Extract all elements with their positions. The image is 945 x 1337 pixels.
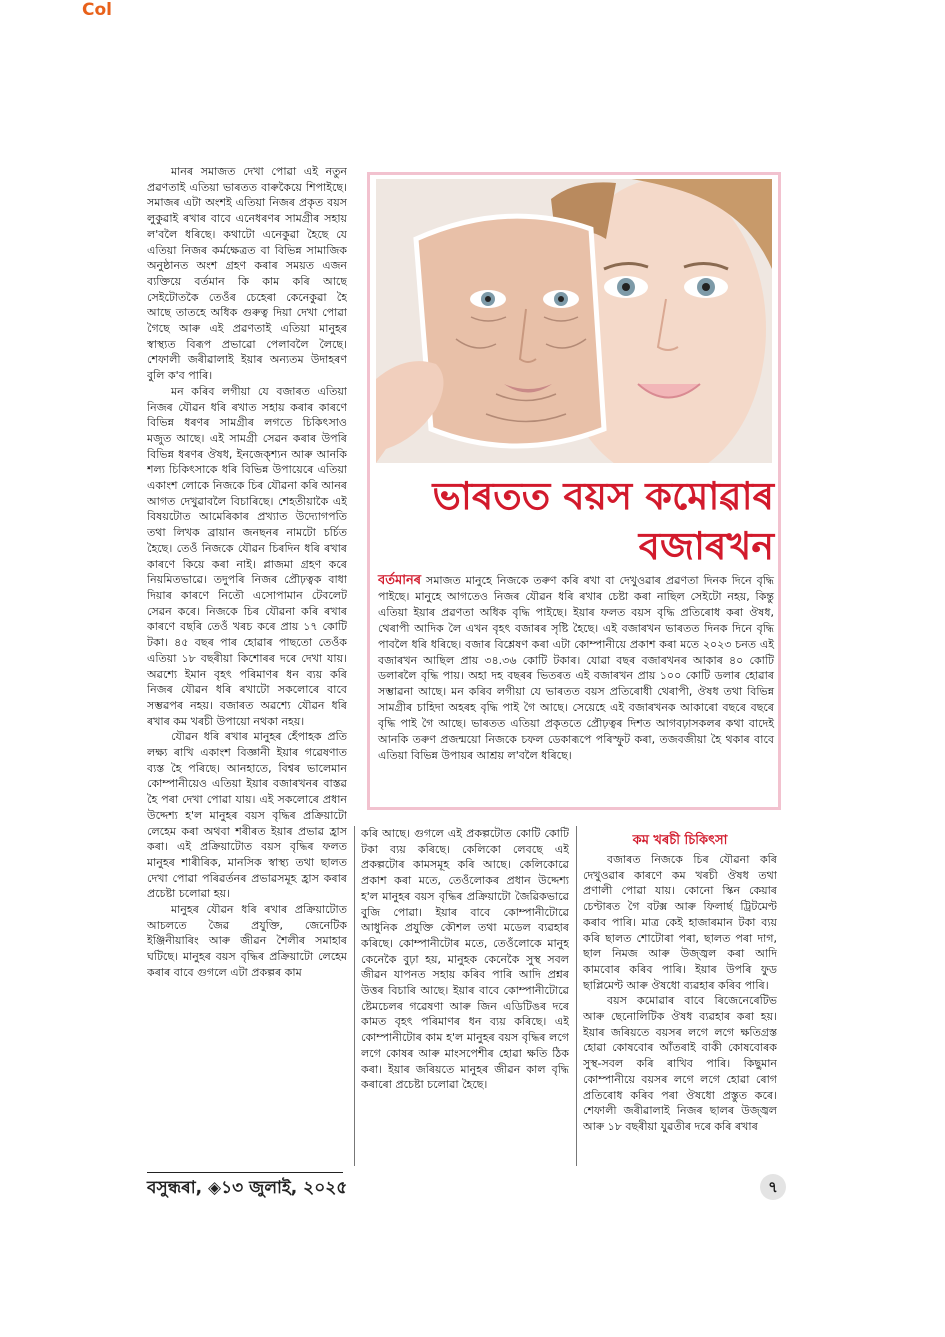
article-paragraph: বয়স কমোৱাৰ বাবে ৰিজেনেৰেটিভ আৰু ছেনোলিটিক ঔষধ ব্যৱহাৰ কৰা হয়। ইয়াৰ জৰিয়তে বয়সৰ লগে লগে ক্ষতিগ্ৰস্ত হোৱা কোষবোৰ আঁতৰাই বাকী কোষবোৰক সুস্থ-সবল কৰি ৰাখিব পাৰি। কিছুমান কোম্পানীয়ে বয়সৰ লগে লগে হোৱা ৰোগ প্ৰতিৰোধ কৰিব পৰা ঔষধো প্ৰস্তুত কৰে। শেফালী জৰীৱালাই নিজৰ ছালৰ উজ্জ্বল আৰু ১৮ বছৰীয়া যুৱতীৰ দৰে কৰি ৰখাৰ	[583, 994, 777, 1133]
article-paragraph: যৌৱন ধৰি ৰখাৰ মানুহৰ হেঁপাহক প্ৰতি লক্ষ্য ৰাখি একাংশ বিজ্ঞানী ইয়াৰ গৱেষণাত ব্যস্ত হৈ পৰিছে। আনহাতে, বিশ্বৰ ভালেমান কোম্পানীয়েও এতিয়া ইয়াৰ বজাৰখনৰ বাস্তৱ হৈ পৰা দেখা পোৱা যায়। এই সকলোৰে প্ৰধান উদ্দেশ্য হ'ল মানুহৰ বয়স বৃদ্ধিৰ প্ৰক্ৰিয়াটো লেহেম কৰা অথবা শৰীৰত ইয়াৰ প্ৰভাৱ হ্ৰাস কৰা। এই প্ৰক্ৰিয়াটোত বয়স বৃদ্ধিৰ ফলত মানুহৰ শাৰীৰিক, মানসিক স্বাস্থ্য তথা ছালত দেখা পোৱা পৰিৱৰ্তনৰ প্ৰভাৱসমূহ হ্ৰাস কৰাৰ প্ৰচেষ্টা চলোৱা হয়।	[147, 730, 347, 901]
article-paragraph: কৰি আছে। গুগলে এই প্ৰকল্পটোত কোটি কোটি টকা ব্যয় কৰিছে। কেলিকো লেবছে এই প্ৰকল্পটোৰ কামসমূহ কৰি আছে। কেলিকোৱে প্ৰকাশ কৰা মতে, তেওঁলোকৰ প্ৰধান উদ্দেশ্য হ'ল মানুহৰ বয়স বৃদ্ধিৰ প্ৰক্ৰিয়াটো জৈৱিকভাৱে বুজি পোৱা। ইয়াৰ বাবে কোম্পানীটোৱে আধুনিক প্ৰযুক্তি কৌশল তথা মডেল ব্যৱহাৰ কৰিছে। কোম্পানীটোৰ মতে, তেওঁলোকে মানুহ কেনেকৈ বুঢ়া হয়, মানুহক কেনেকৈ সুস্থ সবল জীৱন যাপনত সহায় কৰিব পাৰি আদি প্ৰশ্নৰ উত্তৰ বিচাৰি আছে। ইয়াৰ বাবে কোম্পানীটোৱে ষ্টেমচেলৰ গৱেষণা আৰু জিন এডিটিঙৰ দৰে কামত বৃহৎ পৰিমাণৰ ধন ব্যয় কৰিছে। এই কোম্পানীটোৰ কাম হ'ল মানুহৰ বয়স বৃদ্ধিৰ লগে লগে কোষৰ আৰু মাংসপেশীৰ হোৱা ক্ষতি ঠিক কৰা। ইয়াৰ জৰিয়তে মানুহৰ জীৱন কাল বৃদ্ধি কৰাৰো প্ৰচেষ্টা চলোৱা হৈছে।	[361, 827, 569, 1092]
article-paragraph: মানৰ সমাজত দেখা পোৱা এই নতুন প্ৰৱণতাই এতিয়া ভাৰতত বাৰুকৈয়ে শিপাইছে। সমাজৰ এটা অংশই এতিয়া নিজৰ প্ৰকৃত বয়স লুকুৱাই ৰখাৰ বাবে এনেধৰণৰ সামগ্ৰীৰ সহায় ল'বলৈ ধৰিছে। কথাটো এনেকুৱা হৈছে যে এতিয়া নিজৰ কৰ্মক্ষেত্ৰত বা বিভিন্ন সামাজিক অনুষ্ঠানত অংশ গ্ৰহণ কৰাৰ সময়ত এজন ব্যক্তিয়ে বৰ্তমান কি কাম কৰি আছে সেইটোতকৈ তেওঁৰ চেহেৰা কেনেকুৱা হৈ আছে তাতহে অধিক গুৰুত্ব দিয়া দেখা পোৱা গৈছে আৰু এই প্ৰৱণতাই এতিয়া মানুহৰ স্বাস্থ্যত বিৰূপ প্ৰভাৱো পেলাবলৈ লৈছে। শেফালী জৰীৱালাই ইয়াৰ অন্যতম উদাহৰণ বুলি ক'ব পাৰি।	[147, 165, 347, 383]
article-paragraph: মন কৰিব লগীয়া যে বজাৰত এতিয়া নিজৰ যৌৱন ধৰি ৰখাত সহায় কৰাৰ কাৰণে বিভিন্ন ধৰণৰ সামগ্ৰীৰ লগতে চিকিৎসাও মজুত আছে। এই সামগ্ৰী সেৱন কৰাৰ উপৰি বিভিন্ন ধৰণৰ ঔষধ, ইনজেক্শ্যন আৰু আনকি শল্য চিকিৎসাকে ধৰি বিভিন্ন উপায়েৰে এতিয়া একাংশ লোকে নিজকে চিৰ যৌৱনা কৰি আনৰ আগত দেখুৱাবলৈ বিচাৰিছে। শেহতীয়াকৈ এই বিষয়টোত আমেৰিকাৰ প্ৰখ্যাত উদ্যোগপতি তথা লিখক ব্ৰায়ান জনছনৰ নামটো চৰ্চিত হৈছে। তেওঁ নিজকে যৌৱন চিৰদিন ধৰি ৰখাৰ কাৰণে কিয়ে কৰা নাই। প্লাজমা গ্ৰহণ কৰে নিয়মিতভাৱে। তদুপৰি নিজৰ প্ৰৌঢ়ত্বক বাধা দিয়াৰ কাৰণে নিতৌ এসোপামান টেবলেট সেৱন কৰে। নিজকে চিৰ যৌৱনা কৰি ৰখাৰ কাৰণে বছৰি তেওঁ খৰচ কৰে প্ৰায় ১৭ কোটি টকা। ৪৫ বছৰ পাৰ হোৱাৰ পাছতো তেওঁক এতিয়া ১৮ বছৰীয়া কিশোৰৰ দৰে দেখা যায়। অৱশ্যে ইমান বৃহৎ পৰিমাণৰ ধন ব্যয় কৰি নিজৰ যৌৱন ধৰি ৰখাটো সকলোৰে বাবে সম্ভৱপৰ নহয়। বজাৰত অৱশ্যে যৌৱন ধৰি ৰখাৰ কম খৰচী উপায়ো নথকা নহয়।	[147, 384, 347, 728]
feature-box	[367, 172, 781, 810]
column-divider	[354, 826, 355, 1166]
article-column-3	[583, 852, 777, 1172]
footer-publication-date: বসুন্ধৰা, ◈১৩ জুলাই, ২০২৫	[147, 1178, 348, 1198]
woman-face-photo	[376, 179, 772, 463]
headline-line-1: ভাৰতত বয়স কমোৱাৰ	[432, 473, 774, 518]
footer-rule	[147, 1172, 343, 1173]
headline	[376, 471, 774, 571]
intro-text	[378, 573, 774, 764]
headline-line-2: বজাৰখন	[638, 523, 774, 568]
article-paragraph: বজাৰত নিজকে চিৰ যৌৱনা কৰি দেখুওৱাৰ কাৰণে কম খৰচী ঔষধ তথা প্ৰণালী পোৱা যায়। কোনো স্কিন কেয়াৰ চেণ্টাৰত গৈ বটক্স আৰু ফিলাৰ্ছ ট্ৰিটমেণ্ট কৰাব পাৰি। মাত্ৰ কেই হাজাৰমান টকা ব্যয় কৰি ছালত শোটোৰা পৰা, ছালত পৰা দাগ, ছাল নিমজ আৰু উজ্জ্বল কৰা আদি কামবোৰ কৰিব পাৰি। ইয়াৰ উপৰি ফুড ছাপ্লিমেণ্ট আৰু ঔষধো ব্যৱহাৰ কৰিব পাৰি।	[583, 853, 777, 992]
page-number: ৭	[760, 1174, 786, 1200]
column-divider	[576, 826, 577, 1166]
article-paragraph: মানুহৰ যৌৱন ধৰি ৰখাৰ প্ৰক্ৰিয়াটোত আচলতে জৈৱ প্ৰযুক্তি, জেনেটিক ইঞ্জিনীয়াৰিং আৰু জীৱন শৈলীৰ সমাহাৰ ঘটিছে। মানুহৰ বয়স বৃদ্ধিৰ প্ৰক্ৰিয়াটো লেহেম কৰাৰ বাবে গুগলে এটা প্ৰকল্পৰ কাম	[147, 903, 347, 979]
article-column-2	[361, 826, 569, 1166]
intro-body: সমাজত মানুহে নিজকে তৰুণ কৰি ৰখা বা দেখুওৱাৰ প্ৰৱণতা দিনক দিনে বৃদ্ধি পাইছে। মানুহে আগতেও নিজৰ যৌৱন ধৰি ৰখাৰ চেষ্টা কৰা নাছিল সেইটো নহয়, কিন্তু এতিয়া ইয়াৰ প্ৰৱণতা অধিক বৃদ্ধি পাইছে। ইয়াৰ ফলত বয়স বৃদ্ধি প্ৰতিৰোধ কৰা ঔষধ, থেৰাপী আদিক লৈ এখন বৃহৎ বজাৰৰ সৃষ্টি হৈছে। এই বজাৰখন ভাৰতত দিনক দিনে বৃদ্ধি পাবলৈ ধৰি ধৰিছে। বজাৰ বিশ্লেষণ কৰা এটা কোম্পানীয়ে প্ৰকাশ কৰা মতে ২০২৩ চনত এই বজাৰখন আছিল প্ৰায় ৩৪.৩৬ কোটি টকাৰ। যোৱা বছৰ বজাৰখনৰ আকাৰ ৪০ কোটি ডলাৰলৈ বৃদ্ধি পায়। অহা দহ বছৰৰ ভিতৰত এই বজাৰখন প্ৰায় ১০০ কোটি ডলাৰ হোৱাৰ সম্ভাৱনা আছে। মন কৰিব লগীয়া যে ভাৰতত বয়স প্ৰতিৰোধী থেৰাপী, ঔষধ তথা বিভিন্ন সামগ্ৰীৰ চাহিদা অহৰহ বৃদ্ধি পাই গৈ আছে। সেয়েহে এই বজাৰখনক আকাৰো বছৰে বছৰে বৃদ্ধি পাই গৈ আছে। ভাৰতত এতিয়া প্ৰকৃততে প্ৰৌঢ়ত্বৰ দিশত আগবঢ়াসকলৰ কথা বাদেই আনকি তৰুণ প্ৰজন্ময়ো নিজকে চফল ডেকাৰূপে পৰিস্ফুট কৰা, তজবজীয়া হৈ থকাৰ বাবে এতিয়া বিভিন্ন উপায়ৰ আশ্ৰয় ল'বলৈ ধৰিছে।	[378, 574, 774, 762]
subheading: কম খৰচী চিকিৎসা	[632, 833, 728, 848]
article-column-1	[147, 164, 347, 1168]
lead-word: বৰ্তমানৰ	[378, 573, 422, 588]
corner-tag: Col	[82, 0, 112, 20]
